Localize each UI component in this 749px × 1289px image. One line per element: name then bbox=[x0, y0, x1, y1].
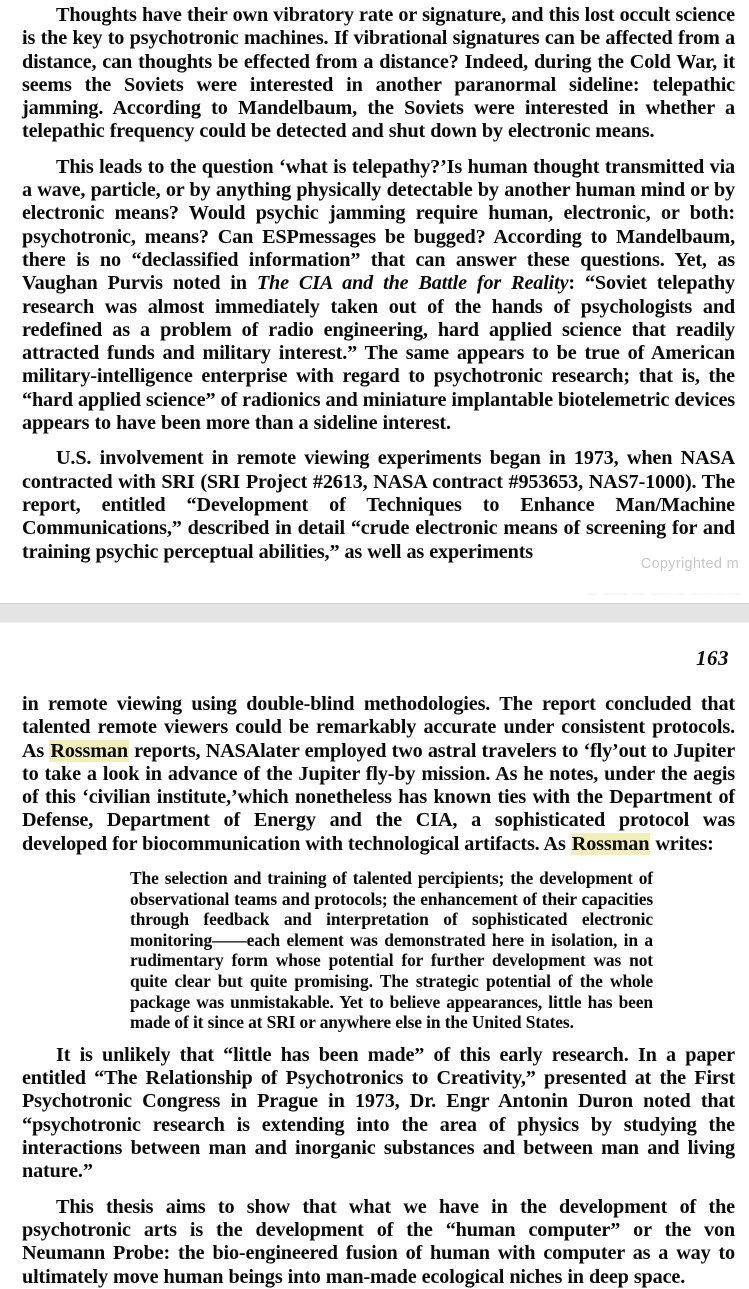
scanned-page-top bbox=[0, 0, 749, 600]
paragraph-rossman-part-a: in remote viewing using double-blind methodologies. The report concluded that talented remote viewers could be remarkably accurate under consistent protocols. As bbox=[22, 693, 735, 762]
paragraph-telepathy-part-a: This leads to the question ‘what is telepathy?’Is human thought transmitted via a wave, particle, or by anything physically detectable by another human mind or by electronic means? Would psychic jamming require human, electronic, or both: psychotronic, means? Can ESPmessages be bugged? According to Mandelbaum, there is no “declassified information” that can answer these questions. Yet, as Vaughan Purvis noted in bbox=[22, 155, 735, 295]
paragraph-psychotronics-creativity: It is unlikely that “little has been made” of this early research. In a paper entitled “The Relationship of Psychotronics to Creativity,” presented at the First Psychotronic Congress in Prague in 1973, Dr. Engr Antonin Duron noted that “psychotronic research is extending into the area of physics by studying the interactions between man and inorganic substances and between man and living nature.” bbox=[22, 1043, 735, 1183]
paragraph-thesis-von-neumann-probe: This thesis aims to show that what we have in the development of the psychotronic arts is the development of the “human computer” or the von Neumann Probe: the bio-engineered fusion of human with computer as a way to ultimately move human beings into man-made ecological niches in deep space. bbox=[22, 1195, 735, 1288]
paragraph-us-remote-viewing-sri: U.S. involvement in remote viewing experiments began in 1973, when NASA contracted with SRI (SRI Project #2613, NASA contract #953653, NAS7-1000). The report, entitled “Development of Techniques to Enhance Man/Machine Communications,” described in detail “crude electronic means of screening for and training psychic perceptual abilities,” as well as experiments bbox=[22, 447, 735, 563]
paragraph-rossman-part-b: reports, NASAlater employed two astral travelers to ‘fly’out to Jupiter to take a look in advance of the Jupiter fly-by mission. As he notes, under the aegis of this ‘civilian institute,’which nonetheless has known ties with the Department of Defense, Department of Energy and the CIA, a sophisticated protocol was developed for biocommunication with technological artifacts. As bbox=[22, 739, 736, 855]
page-separator bbox=[0, 600, 749, 624]
blockquote-text: The selection and training of talented percipients; the development of observational teams and protocols; the enhancement of their capacities through feedback and interpretation of sophisticated electronic monitoring——each element was demonstrated here in isolation, in a rudimentary form whose potential for further development was not quite clear but quite promising. The strategic potential of the whole package was unmistakable. Yet to believe appearances, little has been made of it since at SRI or anywhere else in the United States. bbox=[130, 868, 653, 1033]
scanned-page-bottom bbox=[0, 624, 749, 1288]
paragraph-what-is-telepathy bbox=[22, 156, 735, 436]
folio-spacer bbox=[22, 671, 735, 693]
paragraph-telepathy-part-b: : “Soviet telepathy research was almost immediately taken out of the hands of psychologists and redefined as a problem of radio engineering, hard applied science that readily attracted funds and military interest.” The same appears to be true of American military-intelligence enterprise with regard to psychotronic research; that is, the “hard applied science” of radionics and miniature implantable biotelemetric devices appears to have been more than a sideline interest. bbox=[22, 272, 735, 435]
blockquote-rossman bbox=[22, 868, 735, 1033]
paragraph-rossman-reports bbox=[22, 693, 735, 856]
copyright-watermark-faint: — —— — ——— ———— bbox=[587, 588, 739, 600]
paragraph-thoughts-vibratory: Thoughts have their own vibratory rate or signature, and this lost occult science is the key to psychotronic machines. If vibrational signatures can be affected from a distance, can thoughts be effected from a distance? Indeed, during the Cold War, it seems the Soviets were interested in another paranormal sideline: telepathic jamming. According to Mandelbaum, the Soviets were interested in whether a telepathic frequency could be detected and shut down by electronic means. bbox=[22, 4, 735, 143]
highlight-rossman-first: Rossman bbox=[50, 739, 128, 762]
page-number-folio: 163 bbox=[696, 646, 729, 670]
highlight-rossman-second: Rossman bbox=[571, 832, 650, 855]
paragraph-rossman-part-c: writes: bbox=[650, 832, 714, 855]
page-separator-band bbox=[0, 604, 749, 622]
page-separator-band-bottom bbox=[0, 622, 749, 623]
copyright-watermark: Copyrighted m bbox=[640, 556, 739, 572]
book-title-cia-battle-for-reality: The CIA and the Battle for Reality bbox=[256, 272, 569, 295]
